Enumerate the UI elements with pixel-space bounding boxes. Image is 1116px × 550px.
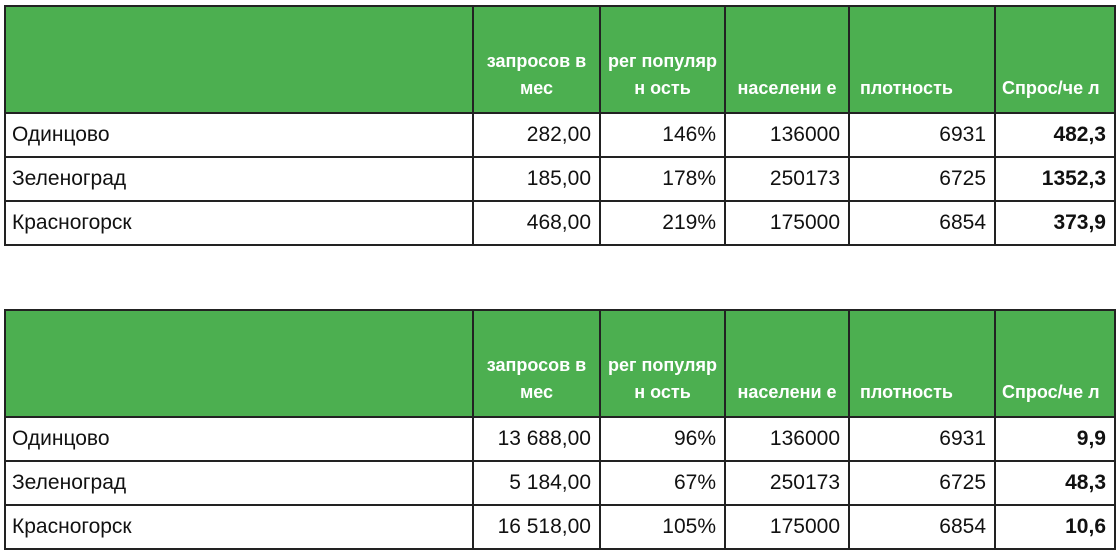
- table-row: [5, 113, 1115, 157]
- density-cell: 6931: [849, 113, 995, 157]
- city-cell: Красногорск: [5, 201, 473, 245]
- demand-cell: 373,9: [995, 201, 1115, 245]
- population-cell: 175000: [725, 505, 849, 549]
- density-cell: 6854: [849, 505, 995, 549]
- header-population: населени е: [725, 310, 849, 417]
- table-row: [5, 461, 1115, 505]
- demand-table-2: [4, 309, 1116, 550]
- header-density: плотность: [849, 6, 995, 113]
- header-queries: запросов в мес: [473, 310, 600, 417]
- city-cell: Зеленоград: [5, 157, 473, 201]
- population-cell: 136000: [725, 417, 849, 461]
- header-queries: запросов в мес: [473, 6, 600, 113]
- population-cell: 175000: [725, 201, 849, 245]
- demand-table-1: [4, 5, 1116, 246]
- table-row: [5, 505, 1115, 549]
- city-cell: Зеленоград: [5, 461, 473, 505]
- density-cell: 6725: [849, 157, 995, 201]
- header-demand-per-person: Спрос/че л: [995, 6, 1115, 113]
- demand-cell: 9,9: [995, 417, 1115, 461]
- population-cell: 250173: [725, 157, 849, 201]
- city-cell: Красногорск: [5, 505, 473, 549]
- density-cell: 6931: [849, 417, 995, 461]
- header-demand-per-person: Спрос/че л: [995, 310, 1115, 417]
- queries-cell: 468,00: [473, 201, 600, 245]
- header-city: [5, 310, 473, 417]
- table-row: [5, 417, 1115, 461]
- queries-cell: 185,00: [473, 157, 600, 201]
- reg-popularity-cell: 178%: [600, 157, 725, 201]
- demand-cell: 482,3: [995, 113, 1115, 157]
- header-city: [5, 6, 473, 113]
- header-reg-popularity: рег популярн ость: [600, 6, 725, 113]
- density-cell: 6725: [849, 461, 995, 505]
- table-row: [5, 157, 1115, 201]
- reg-popularity-cell: 96%: [600, 417, 725, 461]
- header-row: [5, 310, 1115, 417]
- header-row: [5, 6, 1115, 113]
- density-cell: 6854: [849, 201, 995, 245]
- queries-cell: 13 688,00: [473, 417, 600, 461]
- reg-popularity-cell: 146%: [600, 113, 725, 157]
- demand-cell: 1352,3: [995, 157, 1115, 201]
- header-reg-popularity: рег популярн ость: [600, 310, 725, 417]
- queries-cell: 16 518,00: [473, 505, 600, 549]
- header-density: плотность: [849, 310, 995, 417]
- reg-popularity-cell: 219%: [600, 201, 725, 245]
- demand-cell: 10,6: [995, 505, 1115, 549]
- reg-popularity-cell: 67%: [600, 461, 725, 505]
- table-row: [5, 201, 1115, 245]
- population-cell: 250173: [725, 461, 849, 505]
- header-population: населени е: [725, 6, 849, 113]
- city-cell: Одинцово: [5, 113, 473, 157]
- city-cell: Одинцово: [5, 417, 473, 461]
- demand-cell: 48,3: [995, 461, 1115, 505]
- population-cell: 136000: [725, 113, 849, 157]
- reg-popularity-cell: 105%: [600, 505, 725, 549]
- queries-cell: 5 184,00: [473, 461, 600, 505]
- queries-cell: 282,00: [473, 113, 600, 157]
